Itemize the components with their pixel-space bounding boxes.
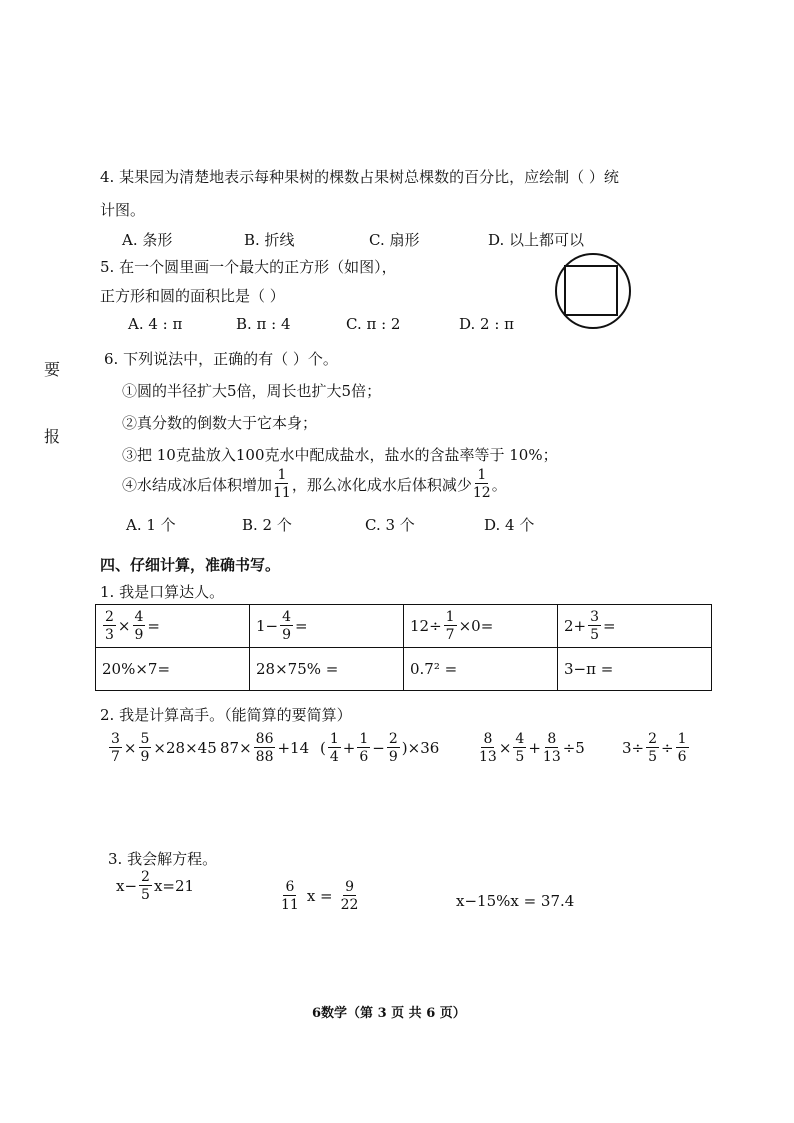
fraction-1-12: $\frac{1}{12}$ — [472, 467, 491, 501]
oral-cell: 28×75% = — [250, 648, 404, 691]
section4-part2-title: 2. 我是计算高手。（能简算的要简算） — [100, 706, 352, 724]
section4-title: 四、仔细计算，准确书写。 — [100, 556, 281, 574]
q5-option-b: B. π : 4 — [236, 315, 291, 333]
q4-option-c: C. 扇形 — [369, 231, 420, 249]
q6-option-c: C. 3 个 — [365, 516, 415, 534]
calc-expr-5: 3÷ $\frac{2}{5}$ ÷ $\frac{1}{6}$ — [622, 731, 687, 765]
calc-expr-2: 87× $\frac{86}{88}$ +14 — [220, 731, 310, 765]
table-row — [96, 605, 712, 648]
q6-option-a: A. 1 个 — [126, 516, 176, 534]
oral-calc-table — [95, 604, 712, 691]
q4-option-b: B. 折线 — [244, 231, 295, 249]
section4-part1-title: 1. 我是口算达人。 — [100, 583, 225, 601]
oral-cell: 3−π = — [558, 648, 712, 691]
q6-line1: 6. 下列说法中，正确的有（ ）个。 — [104, 350, 338, 368]
q6-statement-2: ②真分数的倒数大于它本身； — [122, 414, 318, 432]
q6-s4-part-a: ④水结成冰后体积增加 — [122, 475, 273, 494]
q6-statement-3: ③把 10克盐放入100克水中配成盐水，盐水的含盐率等于 10%； — [122, 446, 558, 464]
fraction-1-11: $\frac{1}{11}$ — [273, 467, 291, 501]
q5-option-d: D. 2 : π — [459, 315, 515, 333]
q6-statement-1: ①圆的半径扩大5倍，周长也扩大5倍； — [122, 382, 382, 400]
q4-line1: 4. 某果园为清楚地表示每种果树的棵数占果树总棵数的百分比，应绘制（ ）统 — [100, 168, 619, 186]
q6-s4-part-c: 。 — [491, 475, 507, 494]
q6-statement-4 — [122, 468, 507, 500]
section4-part3-title: 3. 我会解方程。 — [108, 850, 218, 868]
oral-cell: $\frac{2}{3}$ × $\frac{4}{9}$ = — [96, 605, 250, 648]
q6-s4-part-b: ，那么冰化成水后体积减少 — [291, 475, 472, 494]
calc-expr-1: $\frac{3}{7}$ × $\frac{5}{9}$ ×28×45 — [111, 731, 217, 765]
q5-option-c: C. π : 2 — [346, 315, 401, 333]
oral-cell: 1− $\frac{4}{9}$ = — [250, 605, 404, 648]
oral-cell: 2+ $\frac{3}{5}$ = — [558, 605, 712, 648]
q6-option-b: B. 2 个 — [242, 516, 292, 534]
oral-cell: 12÷ $\frac{1}{7}$ ×0= — [404, 605, 558, 648]
q4-option-a: A. 条形 — [122, 231, 173, 249]
page-footer: 6数学（第 3 页 共 6 页） — [312, 1006, 466, 1021]
equation-1: x− $\frac{2}{5}$ x=21 — [116, 869, 195, 903]
q5-line2: 正方形和圆的面积比是（ ） — [100, 287, 285, 305]
side-char-2: 报 — [44, 427, 61, 446]
circle-square-figure — [550, 252, 636, 330]
equation-2: $\frac{6}{11}$ x = $\frac{9}{22}$ — [281, 879, 359, 913]
oral-cell: 0.7² = — [404, 648, 558, 691]
q4-option-d: D. 以上都可以 — [488, 231, 585, 249]
q6-option-d: D. 4 个 — [484, 516, 535, 534]
calc-expr-3: ( $\frac{1}{4}$ + $\frac{1}{6}$ − $\frac{2}{9}$ )×36 — [320, 731, 440, 765]
table-row — [96, 648, 712, 691]
q4-line2: 计图。 — [100, 201, 146, 219]
oral-cell: 20%×7= — [96, 648, 250, 691]
equation-3: x−15%x = 37.4 — [456, 892, 575, 910]
q5-line1: 5. 在一个圆里画一个最大的正方形（如图）， — [100, 258, 397, 276]
calc-expr-4: $\frac{8}{13}$ × $\frac{4}{5}$ + $\frac{8}{13}$ ÷5 — [479, 731, 585, 765]
side-char-1: 要 — [44, 360, 61, 379]
q5-option-a: A. 4 : π — [128, 315, 183, 333]
